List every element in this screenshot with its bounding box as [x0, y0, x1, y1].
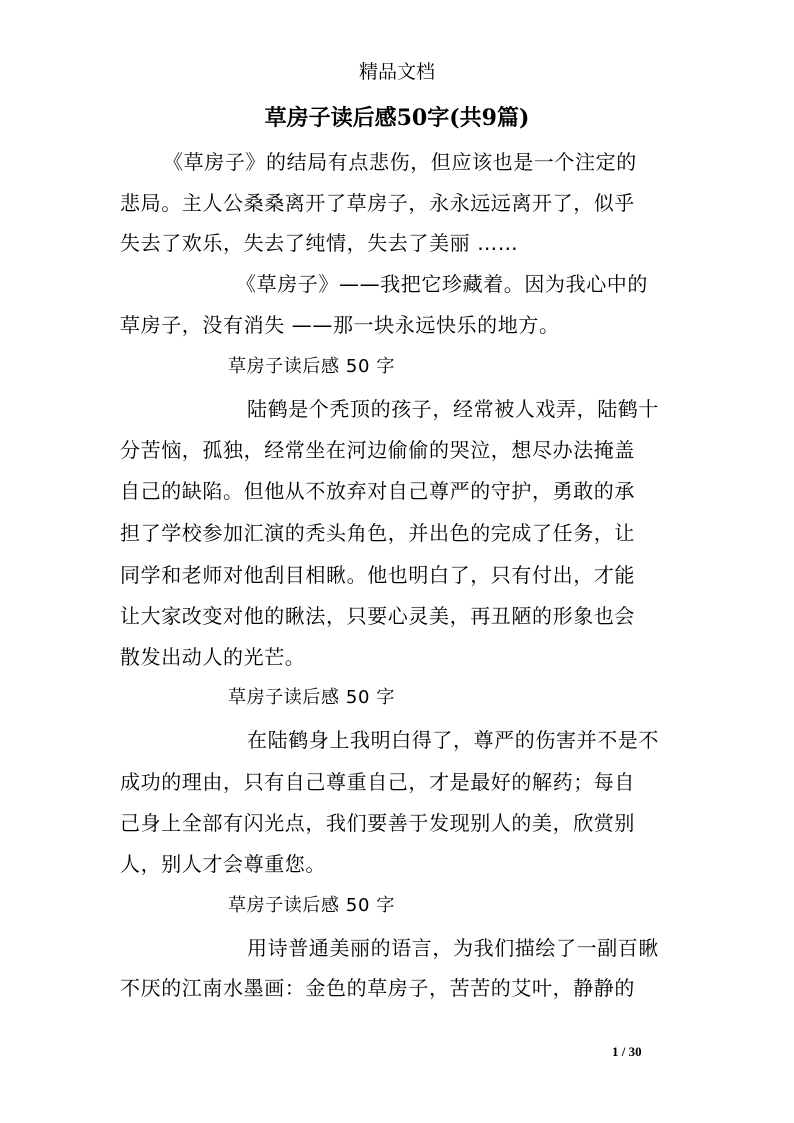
body-line: 悲局。主人公桑桑离开了草房子，永永远远离开了，似乎 [120, 191, 635, 215]
body-line: 失去了欢乐，失去了纯情，失去了美丽 …… [120, 231, 519, 255]
body-line: 用诗普通美丽的语言，为我们描绘了一副百瞅 [247, 936, 659, 960]
body-line: 草房子，没有消失 ——那一块永远快乐的地方。 [120, 313, 560, 337]
section-heading: 草房子读后感 50 字 [228, 687, 395, 708]
body-line: 担了学校参加汇演的秃头角色，并出色的完成了任务，让 [120, 521, 635, 545]
section-heading: 草房子读后感 50 字 [228, 356, 395, 377]
page-number: 1 / 30 [612, 1044, 642, 1059]
body-line: 分苦恼，孤独，经常坐在河边偷偷的哭泣，想尽办法掩盖 [120, 438, 635, 462]
page-header: 精品文档 [358, 61, 435, 83]
body-line: 同学和老师对他刮目相瞅。他也明白了，只有付出，才能 [120, 563, 635, 587]
body-line: 自己的缺陷。但他从不放弃对自己尊严的守护，勇敢的承 [120, 479, 635, 503]
body-line: 《草房子》——我把它珍藏着。因为我心中的 [236, 272, 648, 296]
body-line: 成功的理由，只有自己尊重自己，才是最好的解药；每自 [120, 770, 635, 794]
body-line: 人，别人才会尊重您。 [120, 852, 326, 876]
body-line: 陆鹤是个秃顶的孩子，经常被人戏弄，陆鹤十 [247, 397, 659, 421]
body-line: 己身上全部有闪光点，我们要善于发现别人的美，欣赏别 [120, 811, 635, 835]
body-line: 在陆鹤身上我明白得了，尊严的伤害并不是不 [247, 728, 659, 752]
body-line: 让大家改变对他的瞅法，只要心灵美，再丑陋的形象也会 [120, 604, 635, 628]
body-line: 不厌的江南水墨画：金色的草房子，苦苦的艾叶，静静的 [120, 976, 635, 1000]
body-line: 散发出动人的光芒。 [120, 645, 306, 669]
body-line: 《草房子》的结局有点悲伤，但应该也是一个注定的 [163, 150, 637, 174]
document-title: 草房子读后感50字(共9篇) [264, 105, 530, 131]
section-heading: 草房子读后感 50 字 [228, 895, 395, 916]
